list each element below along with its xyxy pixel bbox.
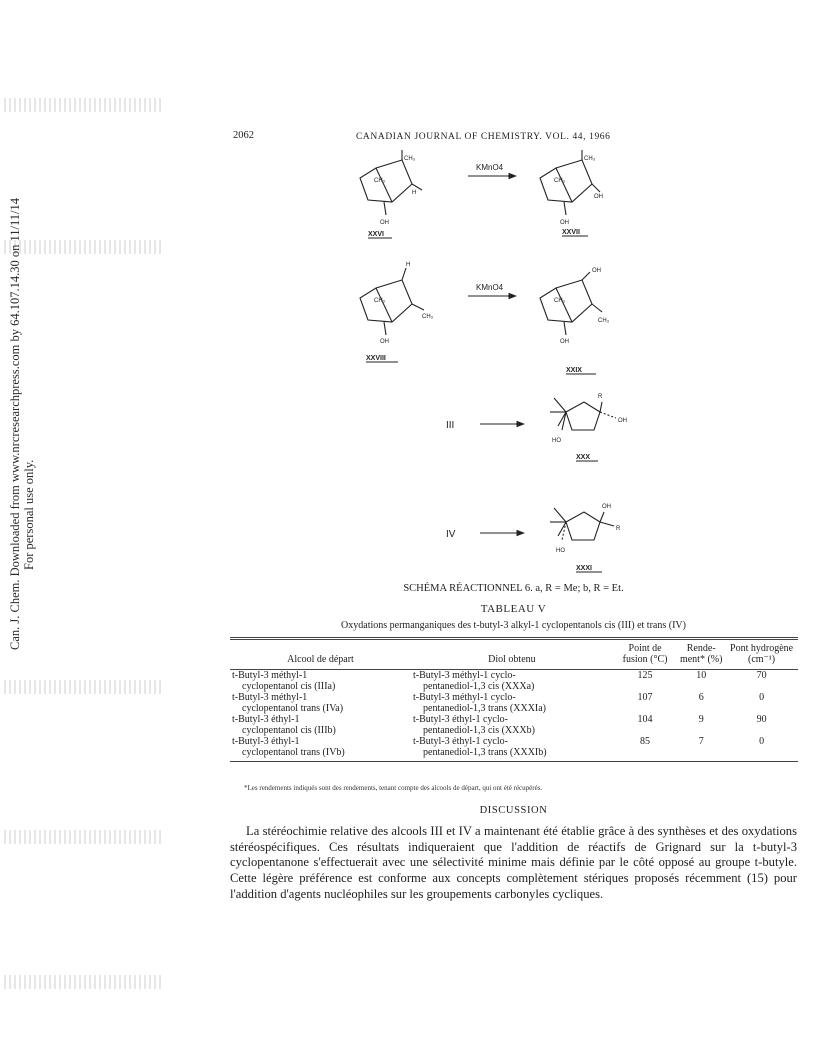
svg-text:CH₃: CH₃	[554, 178, 566, 184]
svg-text:H: H	[412, 190, 417, 196]
table-cell: 70	[756, 670, 767, 681]
table-cell: 85	[640, 736, 651, 747]
table-cell: t-Butyl-3 éthyl-1 cyclo- pentanediol-1,3 cis (XXXb)	[413, 714, 535, 736]
column-header: Rende-ment* (%)	[679, 643, 723, 665]
reagent-label: KMnO4	[476, 283, 504, 292]
table-cell: t-Butyl-3 méthyl-1 cyclo- pentanediol-1,3 cis (XXXa)	[413, 670, 535, 692]
table-cell: 6	[698, 692, 704, 703]
scan-artifact	[4, 975, 164, 989]
table-cell: 104	[637, 714, 653, 725]
svg-text:CH₃: CH₃	[374, 178, 386, 184]
svg-text:OH: OH	[594, 194, 603, 200]
data-table	[230, 637, 798, 762]
table-cell: 10	[696, 670, 707, 681]
compound-label: XXVI	[368, 231, 384, 238]
svg-text:HO: HO	[552, 438, 561, 444]
structure-xxx	[550, 398, 616, 430]
table-cell: 9	[698, 714, 704, 725]
column-header: Pont hydrogène (cm⁻¹)	[730, 643, 794, 665]
table-cell: 7	[698, 736, 704, 747]
compound-label: XXX	[576, 454, 591, 461]
svg-text:CH₃: CH₃	[554, 298, 566, 304]
table-subtitle: Oxydations permanganiques des t-butyl-3 alkyl-1 cyclopentanols cis (III) et trans (IV)	[341, 620, 686, 631]
scheme-caption: SCHÉMA RÉACTIONNEL 6. a, R = Me; b, R = Et.	[403, 583, 624, 594]
structure-xxviii	[360, 268, 424, 335]
table-cell: t-Butyl-3 éthyl-1 cyclopentanol cis (IIIb)	[232, 714, 336, 736]
svg-text:CH₃: CH₃	[374, 298, 386, 304]
table-row	[230, 670, 798, 693]
scan-artifact	[4, 830, 164, 844]
running-head: CANADIAN JOURNAL OF CHEMISTRY. VOL. 44, 1966	[356, 132, 611, 142]
table-footnote: *Les rendements indiqués sont des rendements, tenant compte des alcools de départ, qui ont été récupérés.	[244, 784, 543, 792]
table-cell: t-Butyl-3 éthyl-1 cyclopentanol trans (IVb)	[232, 736, 345, 758]
svg-text:CH₃: CH₃	[404, 156, 416, 162]
svg-text:H: H	[406, 262, 411, 268]
page-number: 2062	[233, 130, 254, 141]
section-heading: DISCUSSION	[479, 805, 548, 816]
structure-xxix	[540, 272, 602, 335]
discussion-paragraph: La stéréochimie relative des alcools III et IV a maintenant été établie grâce à des synthèses et des oxydations stéréospécifiques. Ces résultats indiqueraient que l'addition de réactifs de Grignard sur la t-butyl-3 cyclopentanone s'effectuerait avec une sélectivité minime mais définie par le côté opposé au groupe t-butyle. Cette légère préférence est conforme aux concepts complètement stériques proposés récemment (15) pour l'addition d'agents nucléophiles sur les groupements carbonyles cycliques.	[230, 824, 797, 901]
structure-xxxi	[550, 508, 614, 540]
scan-artifact	[4, 680, 164, 694]
table-header-row	[230, 639, 798, 670]
svg-text:OH: OH	[380, 339, 389, 345]
table-row	[230, 692, 798, 714]
compound-label: IV	[446, 529, 456, 540]
svg-text:OH: OH	[618, 418, 627, 424]
compound-label: XXIX	[566, 367, 582, 374]
compound-label: III	[446, 420, 455, 431]
table-cell: t-Butyl-3 éthyl-1 cyclo- pentanediol-1,3 trans (XXXIb)	[413, 736, 547, 758]
column-header: Point de fusion (°C)	[622, 643, 668, 665]
svg-text:OH: OH	[592, 268, 601, 274]
table-cell: t-Butyl-3 méthyl-1 cyclo- pentanediol-1,3 trans (XXXIa)	[413, 692, 547, 714]
compound-label: XXXI	[576, 565, 592, 572]
svg-text:OH: OH	[380, 220, 389, 226]
table-cell: t-Butyl-3 méthyl-1 cyclopentanol cis (IIIa)	[232, 670, 336, 692]
scan-artifact	[4, 98, 164, 112]
table-cell: 125	[637, 670, 653, 681]
svg-text:R: R	[616, 526, 621, 532]
table-cell: 0	[759, 736, 765, 747]
reaction-scheme	[340, 150, 680, 580]
svg-text:OH: OH	[602, 504, 611, 510]
table-title: TABLEAU V	[480, 603, 547, 615]
compound-label: XXVII	[562, 229, 580, 236]
watermark-line-1: Can. J. Chem. Downloaded from www.nrcresearchpress.com by 64.107.14.30 on 11/11/14	[8, 198, 22, 650]
column-header: Diol obtenu	[488, 654, 536, 665]
svg-text:CH₃: CH₃	[598, 318, 610, 324]
svg-text:CH₃: CH₃	[422, 314, 434, 320]
table-cell: 90	[756, 714, 767, 725]
watermark-line-2: For personal use only.	[22, 459, 36, 570]
table-row	[230, 714, 798, 736]
table-cell: t-Butyl-3 méthyl-1 cyclopentanol trans (IVa)	[232, 692, 344, 714]
svg-text:CH₃: CH₃	[584, 156, 596, 162]
table-cell: 0	[759, 692, 765, 703]
compound-label: XXVIII	[366, 355, 386, 362]
reagent-label: KMnO4	[476, 163, 504, 172]
column-header: Alcool de départ	[287, 654, 354, 665]
scan-artifact	[4, 240, 164, 254]
svg-text:OH: OH	[560, 339, 569, 345]
table-cell: 107	[637, 692, 653, 703]
svg-text:HO: HO	[556, 548, 565, 554]
svg-text:R: R	[598, 394, 603, 400]
download-watermark	[4, 198, 44, 650]
svg-text:OH: OH	[560, 220, 569, 226]
table-row	[230, 736, 798, 762]
